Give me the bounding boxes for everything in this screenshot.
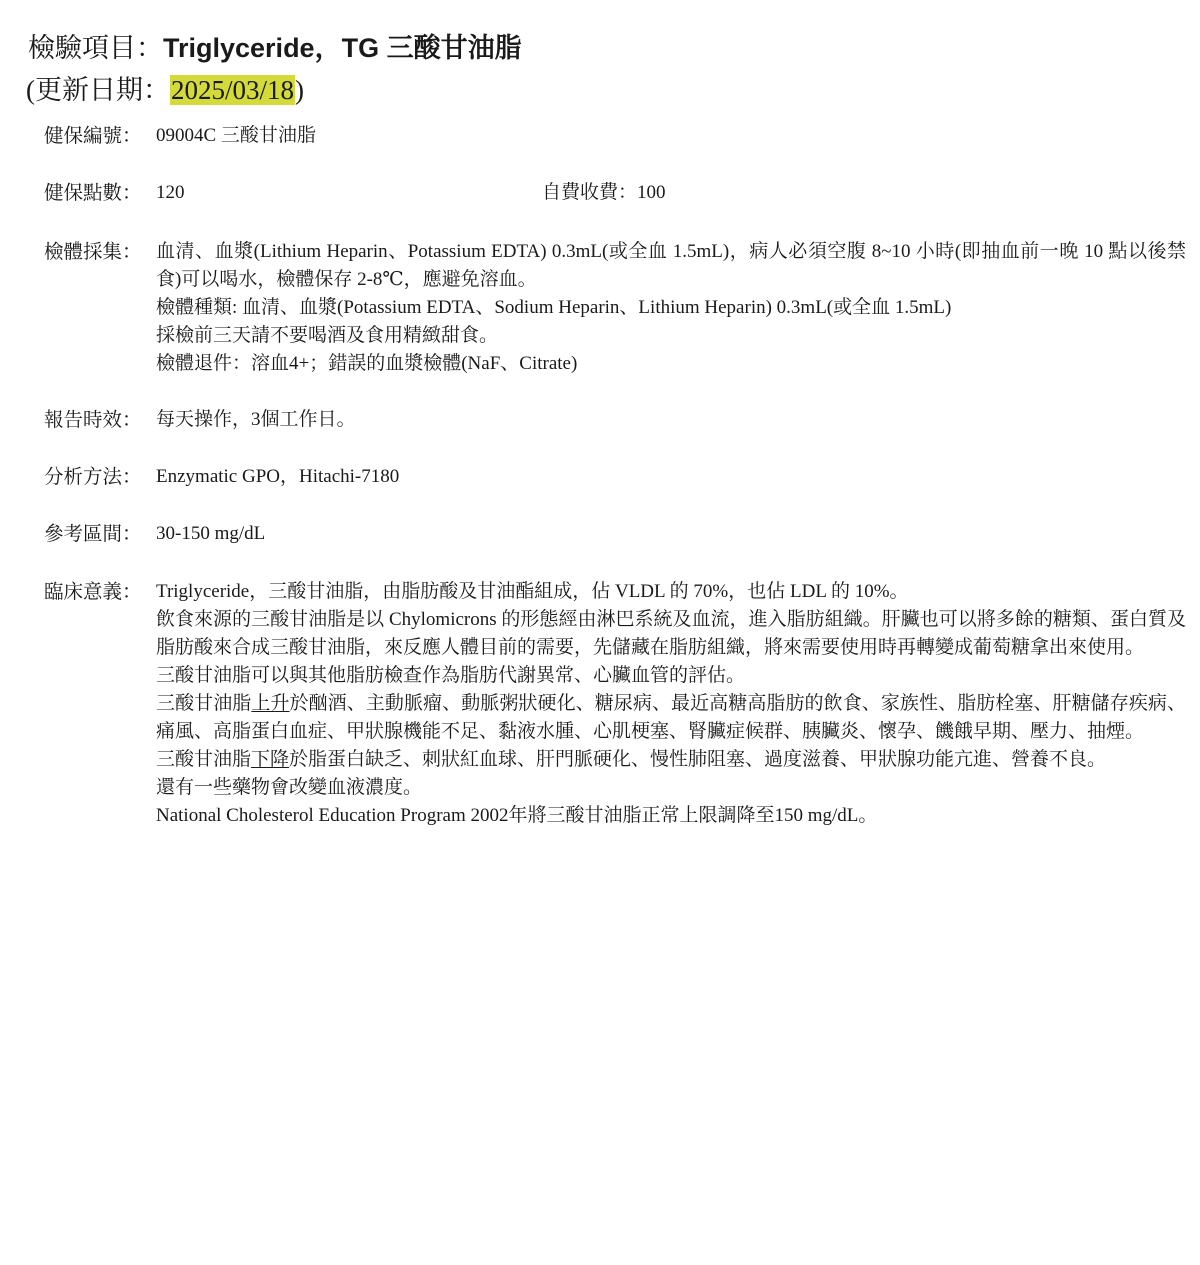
specimen-body xyxy=(156,238,1186,378)
insurance-code-value: 09004C 三酸甘油脂 xyxy=(156,125,316,146)
clinical-paragraph: Triglyceride，三酸甘油脂，由脂肪酸及甘油酯組成，佔 VLDL 的 70%，也佔 LDL 的 10%。 xyxy=(156,581,909,602)
item-name: Triglyceride，TG 三酸甘油脂 xyxy=(163,33,522,63)
increase-term: 上升 xyxy=(251,693,290,714)
method-value: Enzymatic GPO，Hitachi-7180 xyxy=(156,466,400,487)
decrease-term: 下降 xyxy=(251,749,290,770)
clinical-paragraph-increase: 三酸甘油脂上升於酗酒、主動脈瘤、動脈粥狀硬化、糖尿病、最近高糖高脂肪的飲食、家族性、脂肪栓塞、肝糖儲存疾病、痛風、高脂蛋白血症、甲狀腺機能不足、黏液水腫、心肌梗塞、腎臟症候群、胰臟炎、懷孕、饑餓早期、壓力、抽煙。 xyxy=(156,693,1186,742)
page-title xyxy=(28,30,522,66)
insurance-code-label: 健保編號： xyxy=(44,125,142,147)
clinical-paragraph: 還有一些藥物會改變血液濃度。 xyxy=(156,777,423,798)
clinical-field xyxy=(44,578,1186,830)
method-label: 分析方法： xyxy=(44,466,142,488)
clinical-label: 臨床意義： xyxy=(44,581,142,603)
reference-label: 參考區間： xyxy=(44,523,142,545)
clinical-paragraph: 三酸甘油脂可以與其他脂肪檢查作為脂肪代謝異常、心臟血管的評估。 xyxy=(156,665,746,686)
clinical-paragraph-decrease: 三酸甘油脂下降於脂蛋白缺乏、刺狀紅血球、肝門脈硬化、慢性肺阻塞、過度滋養、甲狀腺功能亢進、營養不良。 xyxy=(156,749,1107,770)
self-pay-label: 自費收費： xyxy=(542,182,638,203)
insurance-code-field xyxy=(44,122,1186,150)
specimen-field xyxy=(44,238,1186,378)
turnaround-field xyxy=(44,406,1186,434)
update-suffix: ) xyxy=(295,75,305,105)
specimen-line: 檢體種類: 血清、血漿(Potassium EDTA、Sodium Heparin、Lithium Heparin) 0.3mL(或全血 1.5mL) xyxy=(156,297,952,318)
self-pay-value: 100 xyxy=(637,182,666,203)
specimen-line: 血清、血漿(Lithium Heparin、Potassium EDTA) 0.3mL(或全血 1.5mL)，病人必須空腹 8~10 小時(即抽血前一晚 10 點以後禁食)可以喝水，檢體保存 2-8℃，應避免溶血。 xyxy=(156,241,1186,290)
update-date-line xyxy=(26,72,304,108)
clinical-paragraph: National Cholesterol Education Program 2002年將三酸甘油脂正常上限調降至150 mg/dL。 xyxy=(156,805,878,826)
insurance-points-label: 健保點數： xyxy=(44,182,142,204)
item-label: 檢驗項目： xyxy=(28,33,163,63)
method-field xyxy=(44,463,1186,491)
turnaround-value: 每天操作，3個工作日。 xyxy=(156,409,356,430)
clinical-body xyxy=(156,578,1186,830)
specimen-line: 採檢前三天請不要喝酒及食用精緻甜食。 xyxy=(156,325,499,346)
specimen-line: 檢體退件：溶血4+；錯誤的血漿檢體(NaF、Citrate) xyxy=(156,353,578,374)
reference-value: 30-150 mg/dL xyxy=(156,523,266,544)
clinical-paragraph: 飲食來源的三酸甘油脂是以 Chylomicrons 的形態經由淋巴系統及血流，進入脂肪組織。肝臟也可以將多餘的糖類、蛋白質及脂肪酸來合成三酸甘油脂，來反應人體目前的需要，先儲藏在脂肪組織，將來需要使用時再轉變成葡萄糖拿出來使用。 xyxy=(156,609,1186,658)
insurance-points-value: 120 xyxy=(156,182,185,203)
turnaround-label: 報告時效： xyxy=(44,409,142,431)
insurance-points-field xyxy=(44,179,1186,207)
specimen-label: 檢體採集： xyxy=(44,241,142,263)
update-date: 2025/03/18 xyxy=(171,75,295,105)
reference-field xyxy=(44,520,1186,548)
update-prefix: (更新日期： xyxy=(26,75,170,105)
